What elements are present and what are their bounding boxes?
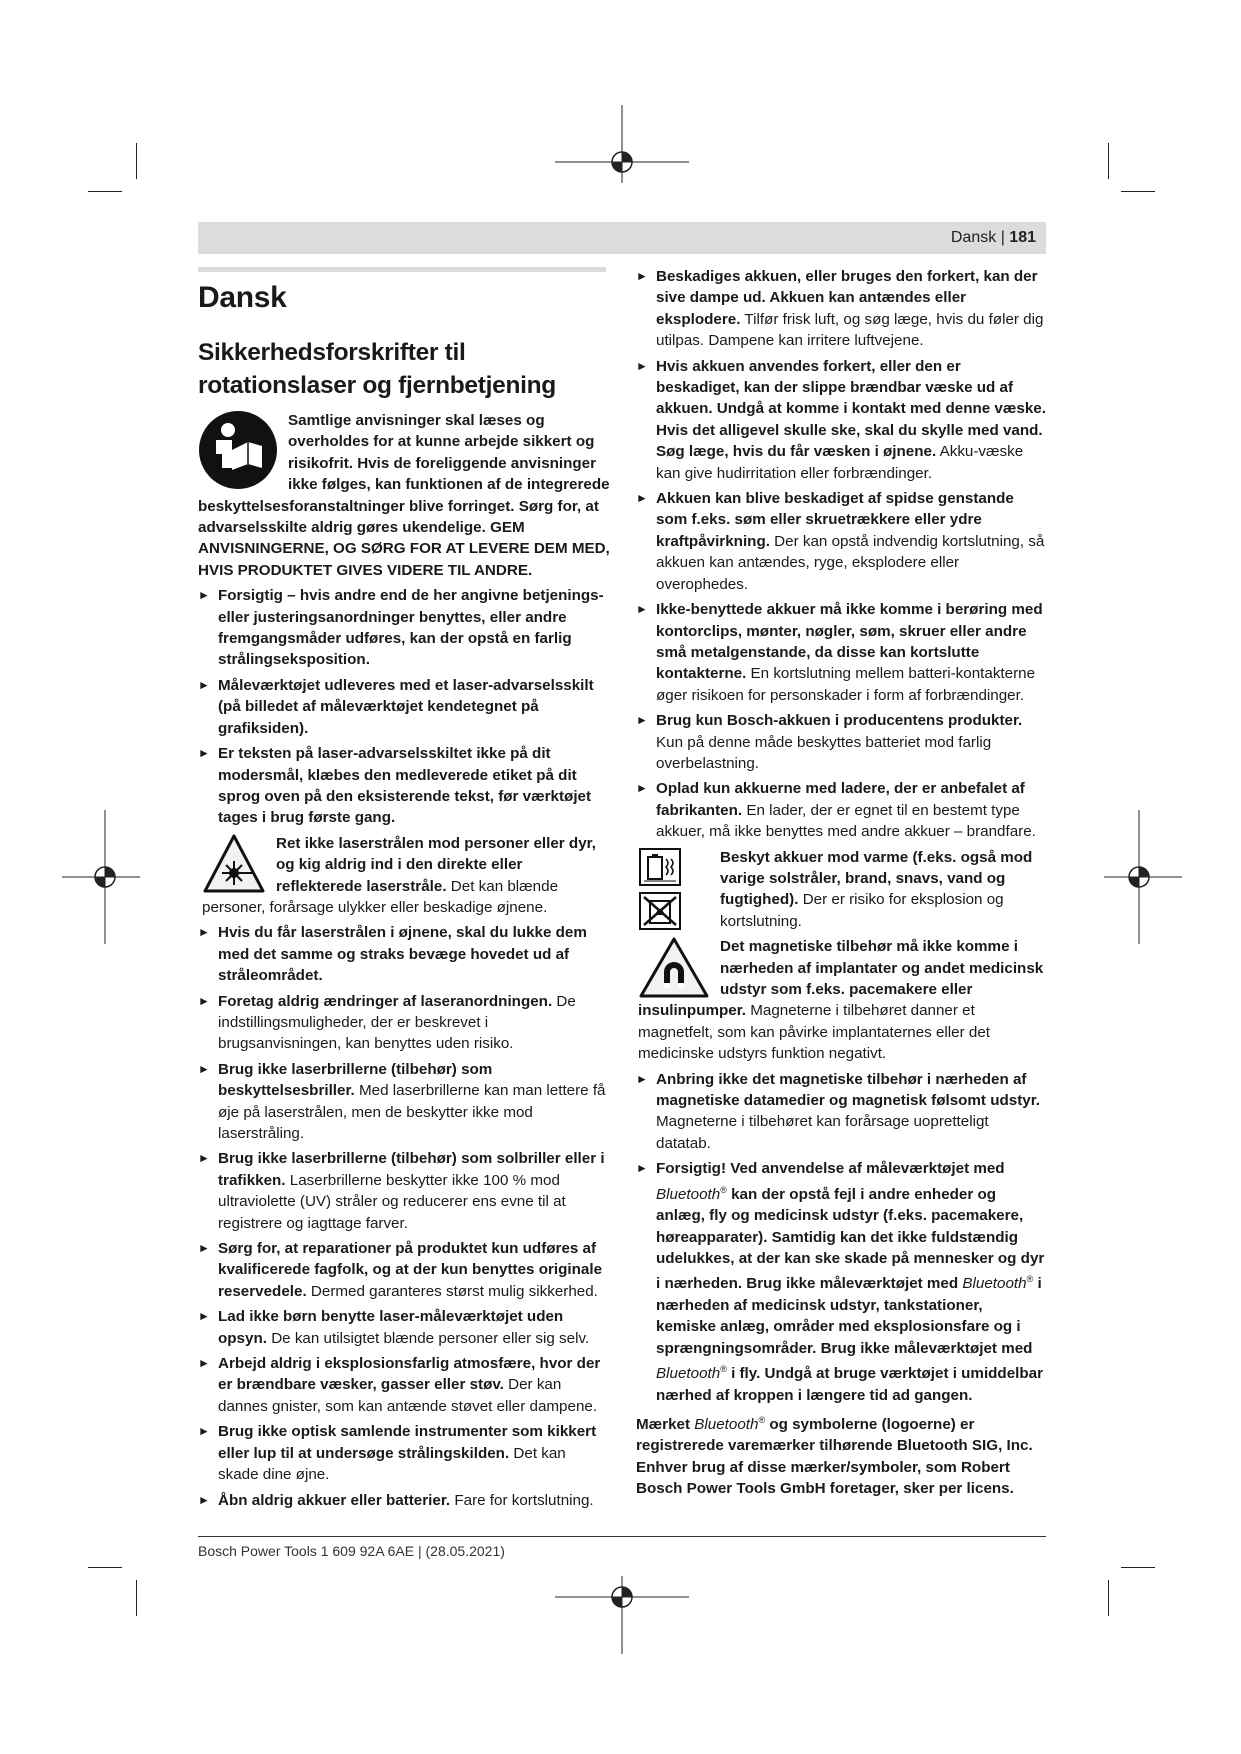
section-title: Sikkerhedsforskrifter til rotationslaser og fjernbetjening <box>198 339 556 399</box>
bullet-marker: ► <box>198 1061 210 1076</box>
list-item <box>198 1238 610 1302</box>
bullet-marker: ► <box>198 1492 210 1507</box>
crop-mark <box>1108 143 1109 179</box>
bullet-normal: Laserbrillerne beskytter ikke 100 % mod ultraviolette (UV) stråler og reducerer ens evne til at registrere og iagttage farver. <box>218 1171 566 1232</box>
bullet-bold: Brug ikke laserbrillerne (tilbehør) som beskyttelsesbriller. <box>218 1060 493 1100</box>
bullet-normal: Der kan dannes gnister, som kan antænde støvet eller dampene. <box>218 1376 598 1415</box>
crop-mark <box>88 191 122 192</box>
bullet-bold: Måleværktøjet udleveres med et laser-advarselsskilt (på billedet af måleværktøjet kendetegnet på grafiksiden). <box>218 676 594 737</box>
no-water-fire-icon <box>638 891 682 931</box>
list-item <box>198 1421 610 1485</box>
bullet-normal: Magneterne i tilbehøret kan forårsage uopretteligt datatab. <box>656 1113 989 1152</box>
heat-icons <box>638 847 710 931</box>
bullet-normal: De kan utilsigtet blænde personer eller sig selv. <box>271 1329 590 1347</box>
list-item <box>636 488 1046 595</box>
bt-name: Bluetooth <box>656 1365 721 1383</box>
bullet-marker: ► <box>198 677 210 692</box>
bullet-bold: Forsigtig – hvis andre end de her angivne betjenings- eller justeringsanordninger benyttes, eller andre fremgangsmåder udføres, kan der opstå en farlig strålingseksposition. <box>218 587 604 669</box>
heat-warning-block <box>636 847 1046 933</box>
laser-warning-bold: Ret ikke laserstrålen mod personer eller dyr, og kig aldrig ind i den direkte eller reflekterede laserstråle. <box>276 834 596 895</box>
heat-warning-normal: Der er risiko for eksplosion og kortslutning. <box>720 891 1004 930</box>
page-header <box>198 222 1046 254</box>
magnet-warning-bold: Det magnetiske tilbehør må ikke komme i nærheden af implantater og andet medicinsk udstyr som f.eks. pacemakere eller insulinpumper. <box>638 938 1044 1020</box>
bullet-marker: ► <box>198 1309 210 1324</box>
bullet-normal: Det kan skade dine øjne. <box>218 1444 566 1484</box>
bt-reg: ® <box>720 1364 727 1375</box>
bullet-normal: En lader, der er egnet til en bestemt type akkuer, må ikke benyttes med andre akkuer – brandfare. <box>656 801 1036 841</box>
bullet-normal: Tilfør frisk luft, og søg læge, hvis du føler dig utilpas. Dampene kan irritere luftvejene. <box>656 310 1044 350</box>
bullet-bold: Hvis akkuen anvendes forkert, eller den er beskadiget, kan der slippe brændbar væske ud af akkuen. Undgå at komme i kontakt med denne væske. Hvis det alligevel skulle ske, skal du skylle med vand. Søg læge, hvis du får væsken i øjnene. <box>656 357 1046 461</box>
bullet-bold: Foretag aldrig ændringer af laseranordningen. <box>218 992 553 1010</box>
bullet-bold: Ikke-benyttede akkuer må ikke komme i berøring med kontorclips, mønter, nøgler, søm, skruer eller andre små metalgenstande, da disse kan kortslutte kontakterne. <box>656 601 1043 683</box>
bullet-normal: Der kan opstå indvendig kortslutning, så akkuen kan antændes, ryge, eksplodere eller overophedes. <box>656 532 1045 593</box>
bullet-bold: Hvis du får laserstrålen i øjnene, skal du lukke dem med det samme og straks bevæge hovedet ud af stråleområdet. <box>218 924 587 985</box>
crop-mark <box>136 143 137 179</box>
bullet-bold: Akkuen kan blive beskadiget af spidse genstande som f.eks. søm eller skruetrækkere eller ydre kraftpåvirkning. <box>656 490 1014 550</box>
right-bullets-a <box>636 266 1046 843</box>
bt-reg: ® <box>1026 1274 1034 1285</box>
bullet-marker: ► <box>198 588 210 603</box>
bullet-normal: Fare for kortslutning. <box>454 1491 594 1509</box>
section-rule <box>198 267 606 272</box>
bullet-bold: Beskadiges akkuen, eller bruges den forkert, kan der sive dampe ud. Akkuen kan antændes eller eksplodere. <box>656 268 1038 328</box>
left-bullets-b <box>198 922 610 1511</box>
registration-mark-left <box>62 810 140 944</box>
bullet-bold: Åbn aldrig akkuer eller batterier. <box>218 1491 451 1509</box>
list-item <box>636 266 1046 352</box>
crop-mark <box>1121 191 1155 192</box>
bt-part-2: kan der opstå fejl i andre enheder og anlæg, fly og medicinsk udstyr (f.eks. pacemakere, høreapparater). Samtidig kan det ikke fuldstændig udelukkes, at der kan ske skade på mennesker og dyr i nærheden. Brug ikke måleværktøjet med <box>656 1185 1045 1293</box>
list-item <box>198 1059 610 1145</box>
bullet-bold: Brug ikke laserbrillerne (tilbehør) som solbriller eller i trafikken. <box>218 1150 605 1189</box>
registration-mark-right <box>1104 810 1182 944</box>
header-separator: | <box>1000 229 1005 246</box>
magnet-warning-icon <box>638 936 710 1000</box>
bt-name: Bluetooth <box>962 1275 1027 1293</box>
bullet-marker: ► <box>198 1151 210 1166</box>
bt-part-1: Forsigtig! Ved anvendelse af måleværktøjet med <box>656 1160 1005 1178</box>
bullet-marker: ► <box>636 1161 648 1176</box>
page-number: 181 <box>1009 229 1036 246</box>
list-item <box>198 1490 610 1511</box>
bullet-marker: ► <box>636 269 648 283</box>
bluetooth-warning <box>636 1158 1046 1406</box>
left-column <box>198 280 610 1515</box>
right-column <box>636 266 1046 1500</box>
bullet-marker: ► <box>198 1356 210 1371</box>
bt-name: Bluetooth <box>656 1185 721 1203</box>
footer-rule <box>198 1536 1046 1537</box>
header-section: Dansk <box>950 229 997 246</box>
list-item <box>636 778 1046 842</box>
bullet-marker: ► <box>198 746 210 761</box>
bullet-marker: ► <box>198 1241 210 1256</box>
list-item <box>198 1353 610 1417</box>
crop-mark <box>1121 1567 1155 1568</box>
bullet-normal: Dermed garanteres størst mulig sikkerhed. <box>310 1282 598 1300</box>
crop-mark <box>136 1580 137 1616</box>
bullet-normal: Akku-væske kan give hudirritation eller forbrændinger. <box>656 443 1024 482</box>
tm-part-2: og symbolerne (logoerne) er registrerede varemærker tilhørende Bluetooth SIG, Inc. Enhver brug af disse mærker/symboler, som Robert Bosch Power Tools GmbH foretager, sker per licens. <box>636 1415 1033 1498</box>
list-item <box>198 922 610 986</box>
bullet-bold: Lad ikke børn benytte laser-måleværktøjet uden opsyn. <box>218 1308 564 1347</box>
bullet-bold: Anbring ikke det magnetiske tilbehør i nærheden af magnetiske datamedier og magnetisk følsomt udstyr. <box>656 1070 1041 1110</box>
tm-reg: ® <box>758 1414 766 1425</box>
list-item <box>198 991 610 1055</box>
bullet-normal: Med laserbrillerne kan man lettere få øje på laserstrålen, men de beskytter ikke mod laserstråling. <box>218 1082 606 1142</box>
bullet-marker: ► <box>636 602 648 617</box>
bullet-marker: ► <box>636 358 648 373</box>
laser-warning-normal: Det kan blænde personer, forårsage ulykker eller beskadige øjnene. <box>202 877 559 916</box>
bullet-marker: ► <box>636 781 648 796</box>
magnet-warning-block <box>636 936 1046 1064</box>
crop-mark <box>88 1567 122 1568</box>
list-item <box>636 599 1046 706</box>
bt-reg: ® <box>720 1184 727 1195</box>
magnet-warning-normal: Magneterne i tilbehøret danner et magnetfelt, som kan påvirke implantaternes eller det medicinske udstyrs funktion negativt. <box>638 1002 991 1063</box>
bullet-marker: ► <box>198 1424 210 1439</box>
list-item <box>636 710 1046 774</box>
read-manual-icon <box>198 410 278 490</box>
page-title: Dansk <box>198 281 287 314</box>
list-item <box>198 675 610 739</box>
list-item <box>198 1148 610 1234</box>
laser-warning-block <box>198 833 610 919</box>
bullet-marker: ► <box>198 993 210 1008</box>
registration-mark-top <box>555 105 689 183</box>
bullet-bold: Arbejd aldrig i eksplosionsfarlig atmosfære, hvor der er brændbare væsker, gasser eller støv. <box>218 1355 601 1394</box>
bullet-marker: ► <box>636 491 648 506</box>
intro-text: Samtlige anvisninger skal læses og overholdes for at kunne arbejde sikkert og risikofrit. Hvis de foreliggende anvisninger ikke følges, kan funktionen af de integrerede beskyttelsesforanstaltninger blive forringet. Sørg for, at advarselsskilte aldrig gøres ukendelige. GEM ANVISNINGERNE, OG SØRG FOR AT LEVERE DEM MED, HVIS PRODUKTET GIVES VIDERE TIL ANDRE. <box>198 412 610 579</box>
bullet-bold: Brug ikke optisk samlende instrumenter som kikkert eller lup til at undersøge strålingskilden. <box>218 1423 597 1462</box>
bt-part-4: i fly. Undgå at bruge værktøjet i umiddelbar nærhed af kroppen i længere tid ad gangen. <box>656 1365 1044 1404</box>
bullet-bold: Oplad kun akkuerne med ladere, der er anbefalet af fabrikanten. <box>656 780 1025 819</box>
trademark-note <box>636 1410 1046 1500</box>
list-item <box>636 1069 1046 1155</box>
laser-warning-icon <box>202 833 266 895</box>
crop-mark <box>1108 1580 1109 1616</box>
registration-mark-bottom <box>555 1576 689 1654</box>
tm-bt-name: Bluetooth <box>694 1415 759 1433</box>
list-item <box>636 356 1046 484</box>
heat-warning-bold: Beskyt akkuer mod varme (f.eks. også mod varige solstråler, brand, snavs, vand og fugtighed). <box>720 848 1033 909</box>
intro-block <box>198 410 610 581</box>
bullet-bold: Er teksten på laser-advarselsskiltet ikke på dit modersmål, klæbes den medleverede etiket på dit sprog oven på den eksisterende tekst, før værktøjet tages i brug første gang. <box>218 745 592 827</box>
bullet-marker: ► <box>636 713 648 728</box>
battery-heat-icon <box>638 847 682 887</box>
bullet-bold: Sørg for, at reparationer på produktet kun udføres af kvalificerede fagfolk, og at der kun benyttes originale reservedele. <box>218 1240 603 1300</box>
left-bullets-a <box>198 585 610 828</box>
bullet-normal: Kun på denne måde beskyttes batteriet mod farlig overbelastning. <box>656 733 992 772</box>
list-item <box>198 585 610 671</box>
page-footer: Bosch Power Tools 1 609 92A 6AE | (28.05.2021) <box>198 1543 505 1559</box>
list-item <box>198 1306 610 1349</box>
bullet-normal: En kortslutning mellem batteri-kontakterne øger risikoen for personskader i form af forbrændinger. <box>656 665 1036 704</box>
header-label <box>951 229 1036 247</box>
bullet-marker: ► <box>198 925 210 940</box>
tm-part-1: Mærket <box>636 1415 691 1433</box>
bt-part-3: i nærheden af medicinsk udstyr, tankstationer, kemiske anlæg, områder med eksplosionsfare og i sprængningsområder. Brug ikke måleværktøjet med <box>656 1275 1042 1357</box>
bullet-normal: De indstillingsmuligheder, der er beskrevet i brugsanvisningen, kan benyttes uden risiko. <box>218 992 576 1053</box>
list-item <box>198 743 610 829</box>
bullet-bold: Brug kun Bosch-akkuen i producentens produkter. <box>656 712 1023 730</box>
bullet-marker: ► <box>636 1071 648 1086</box>
